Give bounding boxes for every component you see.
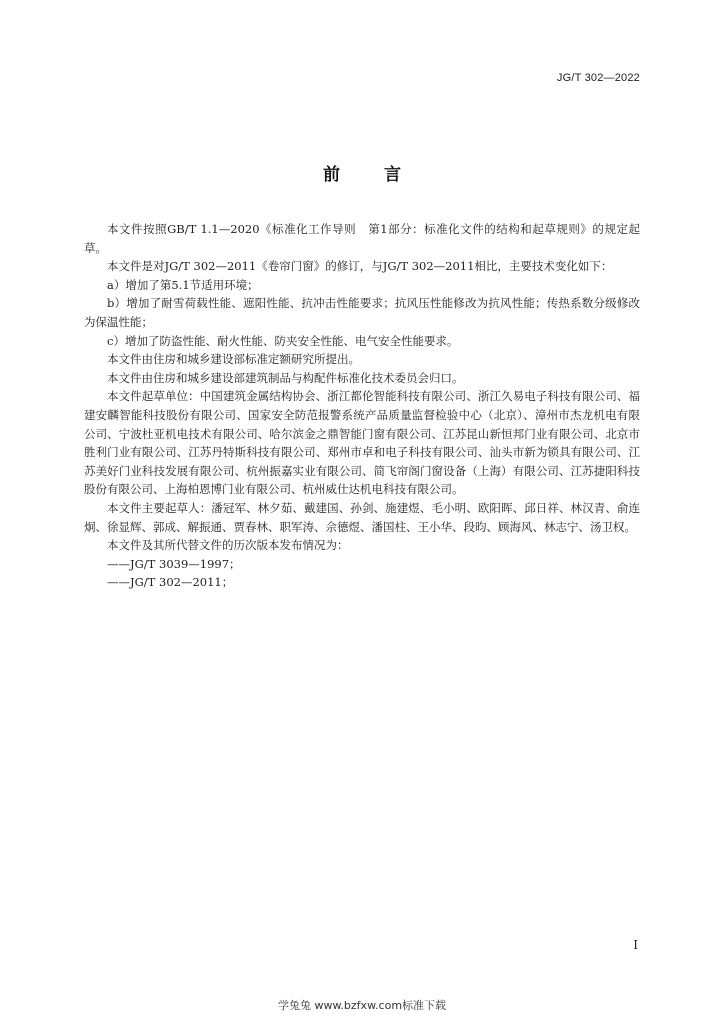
list-item-change-c: c）增加了防盗性能、耐火性能、防夹安全性能、电气安全性能要求。 [107, 333, 459, 348]
paragraph-drafting-units: 本文件起草单位：中国建筑金属结构协会、浙江都伦智能科技有限公司、浙江久易电子科技有限公司、福建安麟智能科技股份有限公司、国家安全防范报警系统产品质量监督检验中心（北京）、漳州市杰龙机电有限公司、宁波杜亚机电技术有限公司、哈尔滨金之鼎智能门窗有限公司、江苏昆山新恒邦门业有限公司、北京市胜利门业有限公司、江苏丹特斯科技有限公司、郑州市卓和电子科技有限公司、汕头市新为锁具有限公司、江苏美好门业科技发展有限公司、杭州振嘉实业有限公司、简飞帘阁门窗设备（上海）有限公司、江苏捷阳科技股份有限公司、上海柏恩博门业有限公司、杭州威仕达机电科技有限公司。 [84, 389, 640, 497]
paragraph-drafting-rules: 本文件按照GB/T 1.1—2020《标准化工作导则 第1部分：标准化文件的结构和起草规则》的规定起草。 [84, 222, 640, 255]
paragraph-proposer: 本文件由住房和城乡建设部标准定额研究所提出。 [107, 352, 360, 367]
standard-code: JG/T 302—2022 [556, 72, 640, 84]
list-item-change-b: b）增加了耐雪荷载性能、遮阳性能、抗冲击性能要求；抗风压性能修改为抗风性能；传热系数分级修改为保温性能； [84, 296, 640, 329]
page-title: 前言 [323, 165, 445, 185]
history-item: ——JG/T 302—2011； [107, 575, 234, 590]
footer-watermark: 学兔兔 www.bzfxw.com标准下载 [277, 999, 447, 1012]
foreword-body [84, 220, 640, 592]
paragraph-drafters: 本文件主要起草人：潘冠军、林夕茹、戴建国、孙剑、施建煜、毛小明、欧阳晖、邱日祥、林汉青、俞连炯、徐显辉、郭成、解振通、贾春林、职军涛、佘德煜、潘国柱、王小华、段昀、顾海风、林志宁、汤卫权。 [84, 500, 640, 534]
list-item-change-a: a）增加了第5.1节适用环境； [107, 277, 259, 292]
paragraph-revision-note: 本文件是对JG/T 302—2011《卷帘门窗》的修订，与JG/T 302—2011相比，主要技术变化如下： [107, 259, 613, 274]
paragraph-committee: 本文件由住房和城乡建设部建筑制品与构配件标准化技术委员会归口。 [107, 370, 464, 385]
history-item: ——JG/T 3039—1997； [107, 556, 241, 571]
paragraph-history-intro: 本文件及其所代替文件的历次版本发布情况为： [107, 538, 349, 553]
page-number: I [633, 938, 638, 952]
